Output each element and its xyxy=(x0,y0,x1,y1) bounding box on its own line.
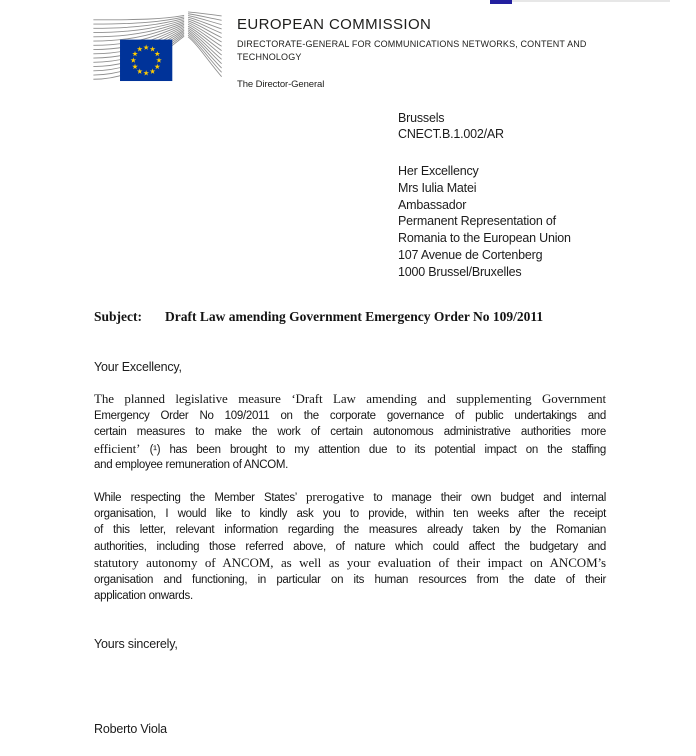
body-text-segment: prerogative xyxy=(305,489,365,504)
sender-title: The Director-General xyxy=(237,79,325,90)
european-commission-logo xyxy=(93,10,222,83)
body-line xyxy=(94,588,606,605)
body-text-segment: organisation and functioning, in particular on its human resources from the date of their xyxy=(94,573,606,586)
body-line xyxy=(94,555,606,572)
directorate-line: DIRECTORATE-GENERAL FOR COMMUNICATIONS NETWORKS, CONTENT AND xyxy=(237,39,587,49)
body-line xyxy=(94,522,606,539)
body-line xyxy=(94,572,606,589)
body-text-segment: certain measures to make the work of certain autonomous administrative authorities more xyxy=(94,426,606,438)
subject-text: Draft Law amending Government Emergency Order No 109/2011 xyxy=(165,309,544,324)
institution-name: EUROPEAN COMMISSION xyxy=(237,16,432,33)
body-line xyxy=(94,391,606,408)
body-line xyxy=(94,489,606,506)
body-text-segment: and employee remuneration of ANCOM. xyxy=(94,459,289,471)
recipient-block xyxy=(398,163,571,281)
logo-lines-right xyxy=(188,12,222,77)
recipient-line: Her Excellency xyxy=(398,164,479,178)
body-text-segment: authorities, including those referred above, of nature which could affect the budgetary and xyxy=(94,540,606,553)
subject-label: Subject: xyxy=(94,309,142,324)
recipient-line: Ambassador xyxy=(398,197,467,212)
body-line xyxy=(94,441,606,458)
recipient-line: Romania to the European Union xyxy=(398,231,571,246)
body-line xyxy=(94,424,606,441)
directorate-name xyxy=(237,38,587,64)
body-text-segment: application onwards. xyxy=(94,590,193,602)
recipient-line: Mrs Iulia Matei xyxy=(398,180,477,195)
body-text-segment: efficient’ xyxy=(94,440,141,456)
closing: Yours sincerely, xyxy=(94,637,178,651)
body-text-segment: The planned legislative measure ‘Draft Law amending and supplementing Government xyxy=(94,391,606,406)
directorate-line: TECHNOLOGY xyxy=(237,52,302,62)
body-line xyxy=(94,506,606,523)
body-text-segment: Emergency Order No 109/2011 on the corporate governance of public undertakings and xyxy=(94,409,606,422)
salutation: Your Excellency, xyxy=(94,360,182,374)
recipient-line: Permanent Representation of xyxy=(398,214,556,229)
body-paragraph-1 xyxy=(94,391,606,474)
subject-row xyxy=(94,309,606,325)
body-text-segment: to manage their own budget and internal xyxy=(364,492,606,504)
scan-artifact-gray xyxy=(512,0,670,2)
signature-name: Roberto Viola xyxy=(94,722,167,736)
body-text-segment: of this letter, relevant information regarding the measures already taken by the Romanian xyxy=(94,524,606,536)
body-text-segment-with-footnote-ref: (¹) has been brought to my attention due to its potential impact on the staffing xyxy=(140,443,606,456)
body-text-segment: While respecting the Member States’ xyxy=(94,492,306,504)
body-line xyxy=(94,457,606,474)
reference-code: CNECT.B.1.002/AR xyxy=(398,127,504,141)
recipient-line: 1000 Brussel/Bruxelles xyxy=(398,264,522,279)
body-text-segment: statutory autonomy of ANCOM, as well as your evaluation of their impact on ANCOM’s xyxy=(94,555,606,570)
body-line xyxy=(94,408,606,425)
body-line xyxy=(94,539,606,556)
recipient-line: 107 Avenue de Cortenberg xyxy=(398,247,543,262)
body-text-segment: organisation, I would like to kindly ask you to provide, within ten weeks after the receipt xyxy=(94,507,606,520)
eu-flag xyxy=(120,40,172,81)
reference-block xyxy=(398,110,504,142)
body-paragraph-2 xyxy=(94,489,606,605)
dateline-place: Brussels xyxy=(398,111,445,125)
scan-artifact-navy xyxy=(490,0,512,4)
